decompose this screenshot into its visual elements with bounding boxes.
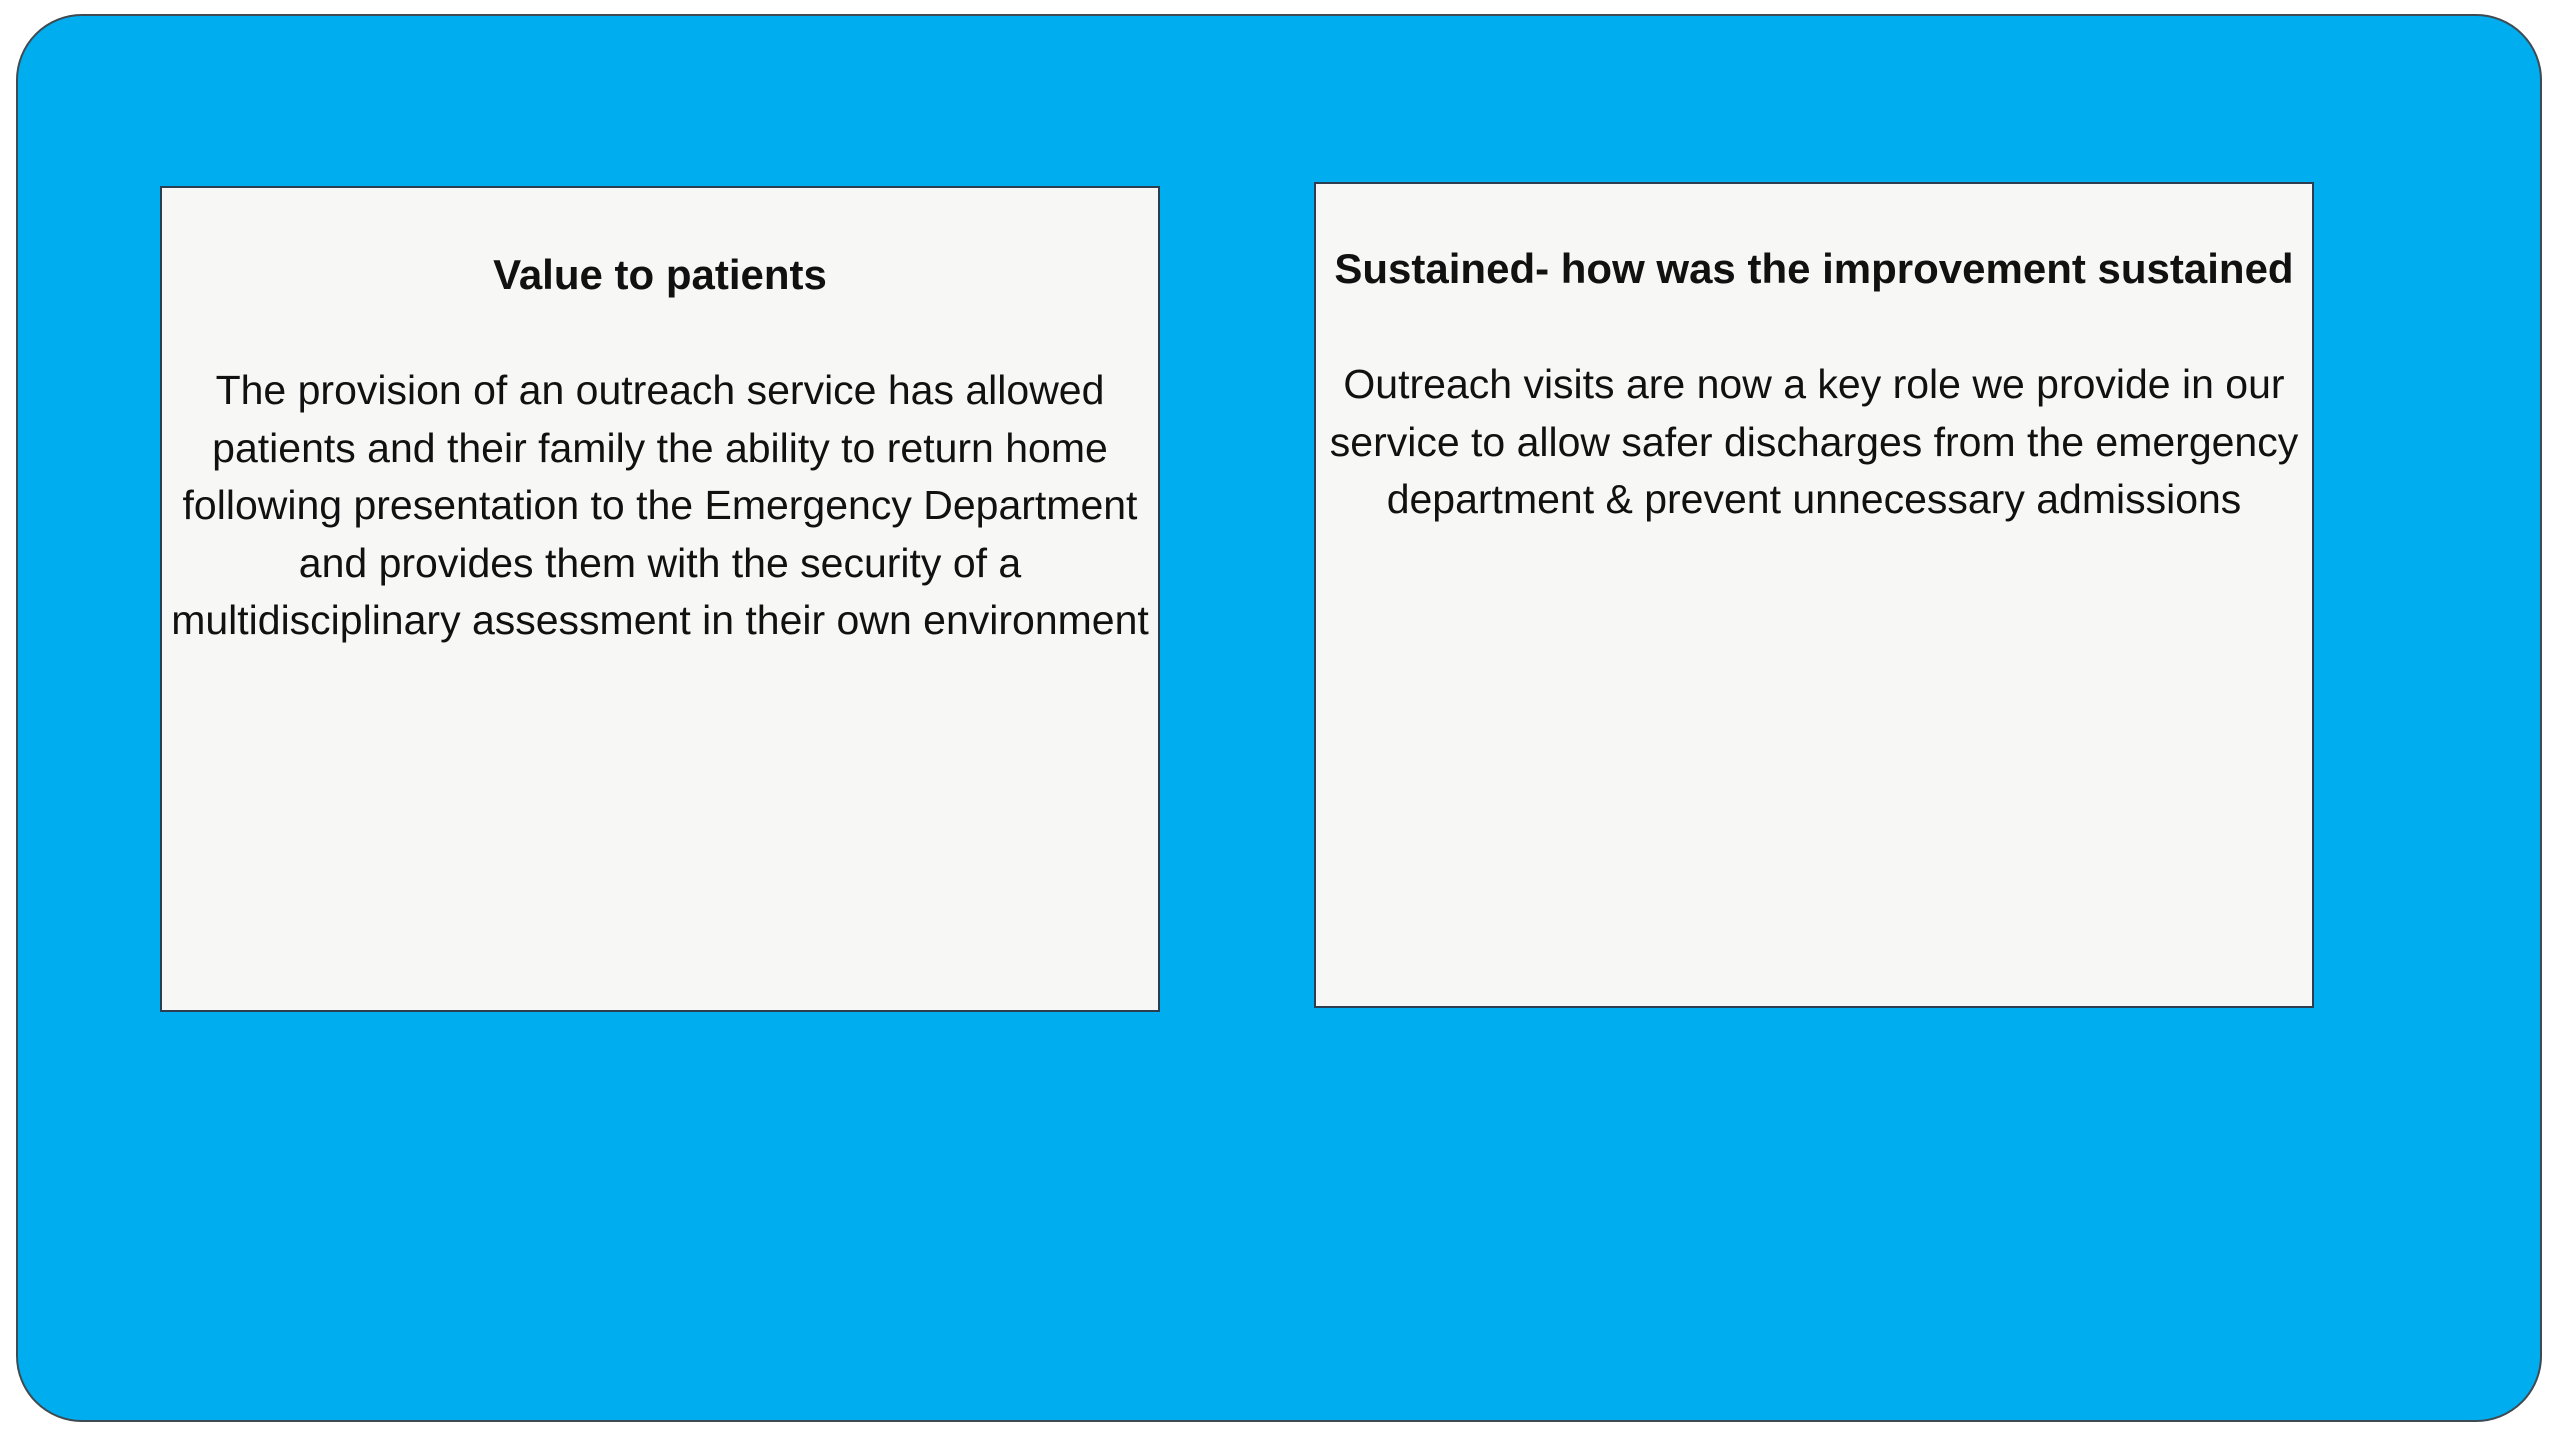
card-title: Value to patients	[493, 251, 827, 298]
card-title: Sustained- how was the improvement sustained	[1334, 245, 2294, 292]
sustained-improvement-card	[1314, 182, 2314, 1008]
slide-background	[16, 14, 2542, 1422]
value-to-patients-card	[160, 186, 1160, 1012]
card-body-text: Outreach visits are now a key role we provide in our service to allow safer discharges from the emergency department & prevent unnecessary admissions	[1329, 361, 2299, 522]
card-body-text: The provision of an outreach service has allowed patients and their family the ability to return home following presentation to the Emergency Department and provides them with the security of a multidisciplinary assessment in their own environment	[171, 367, 1149, 643]
